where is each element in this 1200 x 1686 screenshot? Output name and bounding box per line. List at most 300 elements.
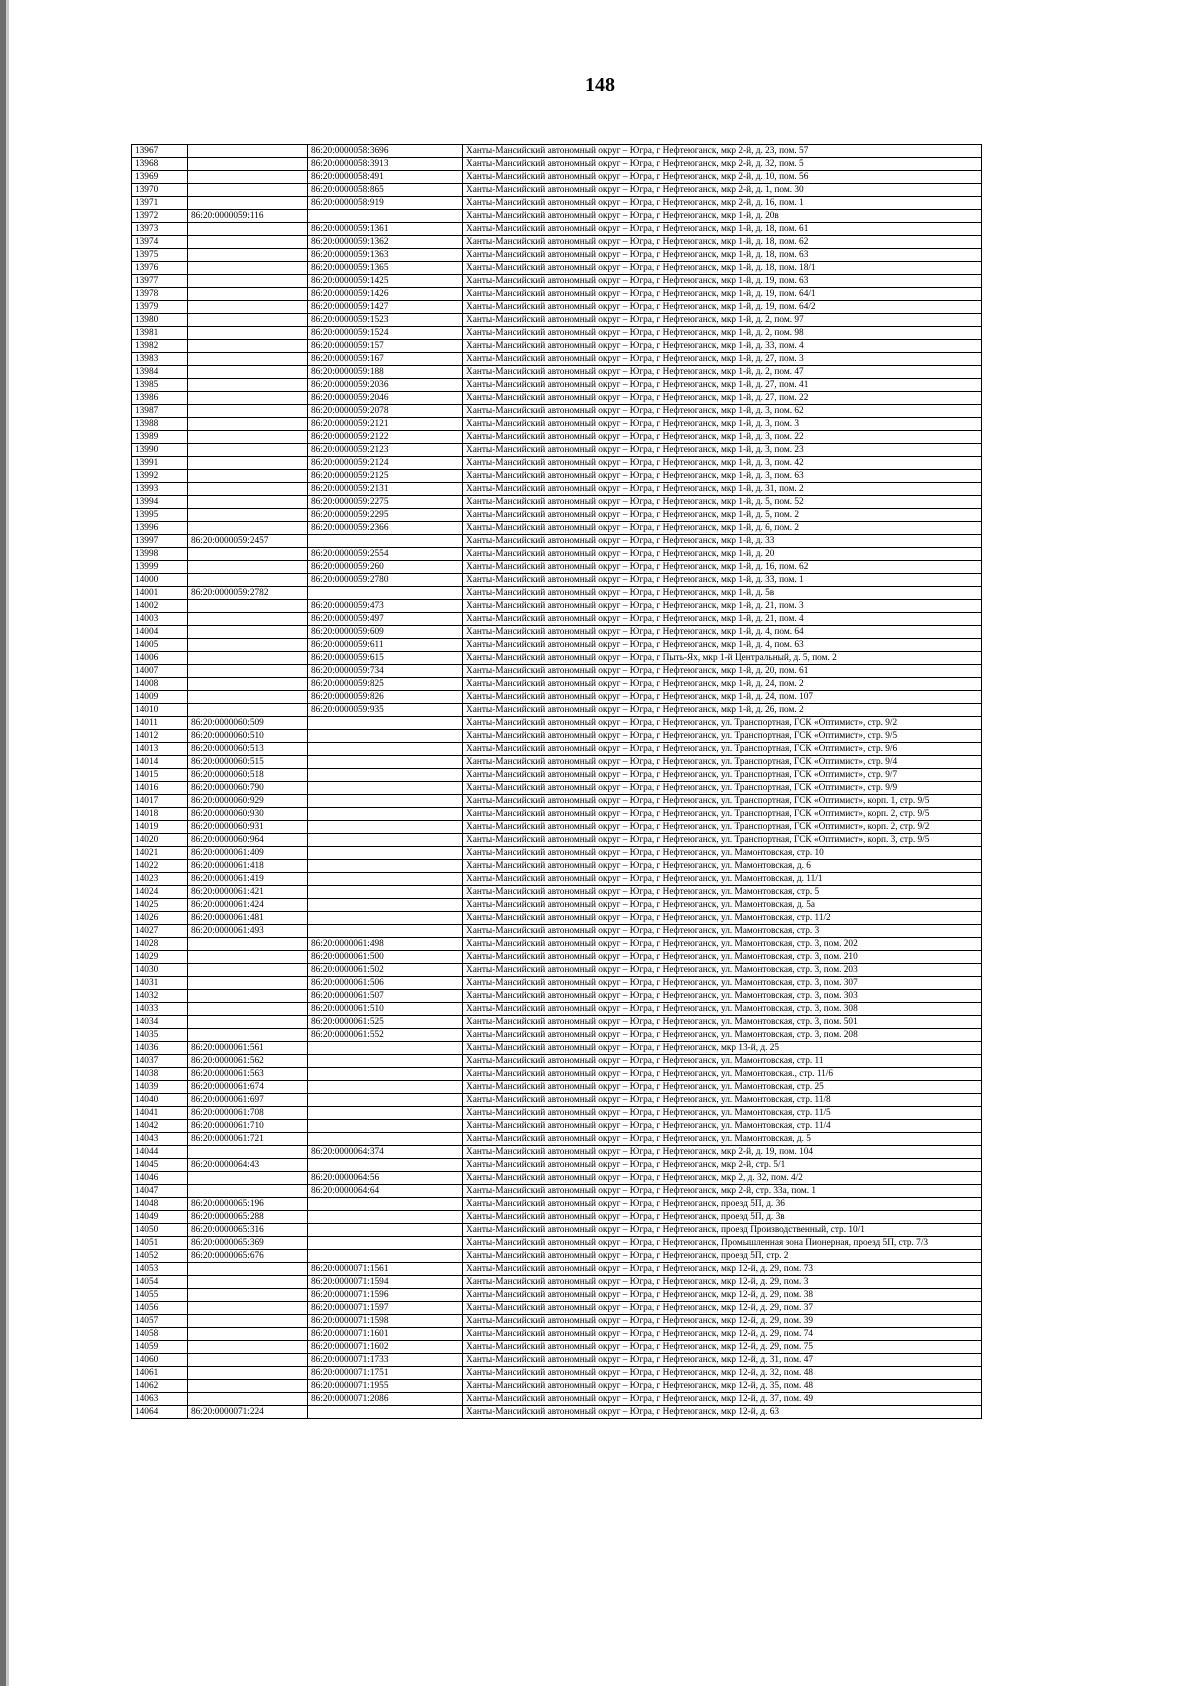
row-number-cell: 14025	[132, 899, 188, 912]
address-cell: Ханты-Мансийский автономный округ – Югра, г Нефтеюганск, мкр 12-й, д. 29, пом. 3	[463, 1276, 982, 1289]
parent-cadastral-number-cell	[188, 600, 308, 613]
address-cell: Ханты-Мансийский автономный округ – Югра, г Нефтеюганск, ул. Мамонтовская, стр. 11/4	[463, 1120, 982, 1133]
address-cell: Ханты-Мансийский автономный округ – Югра, г Нефтеюганск, мкр 1-й, д. 18, пом. 18/1	[463, 262, 982, 275]
row-number-cell: 13995	[132, 509, 188, 522]
table-row	[132, 275, 982, 288]
cadastral-number-cell: 86:20:0000059:825	[308, 678, 463, 691]
table-row	[132, 1393, 982, 1406]
row-number-cell: 14012	[132, 730, 188, 743]
parent-cadastral-number-cell: 86:20:0000060:929	[188, 795, 308, 808]
cadastral-number-cell: 86:20:0000059:167	[308, 353, 463, 366]
row-number-cell: 13972	[132, 210, 188, 223]
table-row	[132, 1042, 982, 1055]
table-row	[132, 717, 982, 730]
table-row	[132, 951, 982, 964]
table-row	[132, 1406, 982, 1419]
table-row	[132, 873, 982, 886]
cadastral-number-cell: 86:20:0000064:64	[308, 1185, 463, 1198]
address-cell: Ханты-Мансийский автономный округ – Югра, г Нефтеюганск, мкр 12-й, д. 29, пом. 37	[463, 1302, 982, 1315]
cadastral-number-cell	[308, 1133, 463, 1146]
table-row	[132, 1081, 982, 1094]
row-number-cell: 13971	[132, 197, 188, 210]
row-number-cell: 14050	[132, 1224, 188, 1237]
row-number-cell: 14036	[132, 1042, 188, 1055]
table-row	[132, 353, 982, 366]
cadastral-number-cell: 86:20:0000061:552	[308, 1029, 463, 1042]
cadastral-number-cell: 86:20:0000058:491	[308, 171, 463, 184]
address-cell: Ханты-Мансийский автономный округ – Югра, г Нефтеюганск, мкр 1-й, д. 19, пом. 63	[463, 275, 982, 288]
parent-cadastral-number-cell	[188, 1263, 308, 1276]
address-cell: Ханты-Мансийский автономный округ – Югра, г Нефтеюганск, ул. Транспортная, ГСК «Оптимист», стр. 9/2	[463, 717, 982, 730]
cadastral-number-cell: 86:20:0000059:2366	[308, 522, 463, 535]
address-cell: Ханты-Мансийский автономный округ – Югра, г Нефтеюганск, мкр 1-й, д. 2, пом. 97	[463, 314, 982, 327]
row-number-cell: 14004	[132, 626, 188, 639]
address-cell: Ханты-Мансийский автономный округ – Югра, г Нефтеюганск, ул. Мамонтовская., стр. 11/6	[463, 1068, 982, 1081]
row-number-cell: 13996	[132, 522, 188, 535]
cadastral-number-cell: 86:20:0000059:497	[308, 613, 463, 626]
row-number-cell: 14064	[132, 1406, 188, 1419]
cadastral-number-cell: 86:20:0000059:1524	[308, 327, 463, 340]
row-number-cell: 14020	[132, 834, 188, 847]
cadastral-number-cell: 86:20:0000059:2780	[308, 574, 463, 587]
address-cell: Ханты-Мансийский автономный округ – Югра, г Нефтеюганск, мкр 1-й, д. 18, пом. 61	[463, 223, 982, 236]
table-row	[132, 834, 982, 847]
cadastral-number-cell	[308, 899, 463, 912]
parent-cadastral-number-cell: 86:20:0000061:481	[188, 912, 308, 925]
address-cell: Ханты-Мансийский автономный округ – Югра, г Нефтеюганск, мкр 1-й, д. 27, пом. 3	[463, 353, 982, 366]
cadastral-number-cell: 86:20:0000059:2123	[308, 444, 463, 457]
table-row	[132, 808, 982, 821]
table-row	[132, 1172, 982, 1185]
address-cell: Ханты-Мансийский автономный округ – Югра, г Нефтеюганск, мкр 1-й, д. 4, пом. 63	[463, 639, 982, 652]
row-number-cell: 14041	[132, 1107, 188, 1120]
address-cell: Ханты-Мансийский автономный округ – Югра, г Пыть-Ях, мкр 1-й Центральный, д. 5, пом. 2	[463, 652, 982, 665]
row-number-cell: 14005	[132, 639, 188, 652]
row-number-cell: 14031	[132, 977, 188, 990]
cadastral-number-cell: 86:20:0000059:611	[308, 639, 463, 652]
scan-border-shadow	[6, 0, 9, 1686]
address-cell: Ханты-Мансийский автономный округ – Югра, г Нефтеюганск, мкр 12-й, д. 63	[463, 1406, 982, 1419]
parent-cadastral-number-cell	[188, 1328, 308, 1341]
address-cell: Ханты-Мансийский автономный округ – Югра, г Нефтеюганск, ул. Транспортная, ГСК «Оптимист», стр. 9/7	[463, 769, 982, 782]
address-cell: Ханты-Мансийский автономный округ – Югра, г Нефтеюганск, ул. Транспортная, ГСК «Оптимист», корп. 2, стр. 9/2	[463, 821, 982, 834]
table-row	[132, 1224, 982, 1237]
address-cell: Ханты-Мансийский автономный округ – Югра, г Нефтеюганск, мкр 1-й, д. 3, пом. 62	[463, 405, 982, 418]
address-cell: Ханты-Мансийский автономный округ – Югра, г Нефтеюганск, мкр 12-й, д. 29, пом. 39	[463, 1315, 982, 1328]
row-number-cell: 13969	[132, 171, 188, 184]
table-row	[132, 1367, 982, 1380]
row-number-cell: 13974	[132, 236, 188, 249]
cadastral-number-cell: 86:20:0000059:2121	[308, 418, 463, 431]
cadastral-number-cell	[308, 1068, 463, 1081]
table-row	[132, 1289, 982, 1302]
cadastral-number-cell	[308, 847, 463, 860]
cadastral-number-cell: 86:20:0000059:1362	[308, 236, 463, 249]
table-row	[132, 457, 982, 470]
row-number-cell: 13976	[132, 262, 188, 275]
table-row	[132, 249, 982, 262]
parent-cadastral-number-cell	[188, 405, 308, 418]
cadastral-number-cell	[308, 730, 463, 743]
cadastral-number-cell: 86:20:0000059:734	[308, 665, 463, 678]
table-row	[132, 1198, 982, 1211]
cadastral-number-cell: 86:20:0000071:2086	[308, 1393, 463, 1406]
cadastral-number-cell	[308, 1081, 463, 1094]
table-row	[132, 1276, 982, 1289]
table-row	[132, 847, 982, 860]
cadastral-number-cell	[308, 1211, 463, 1224]
table-row	[132, 418, 982, 431]
parent-cadastral-number-cell	[188, 470, 308, 483]
address-cell: Ханты-Мансийский автономный округ – Югра, г Нефтеюганск, мкр 1-й, д. 18, пом. 63	[463, 249, 982, 262]
table-row	[132, 1120, 982, 1133]
cadastral-number-cell: 86:20:0000064:374	[308, 1146, 463, 1159]
cadastral-number-cell	[308, 769, 463, 782]
cadastral-number-cell: 86:20:0000059:260	[308, 561, 463, 574]
row-number-cell: 13975	[132, 249, 188, 262]
cadastral-number-cell: 86:20:0000059:615	[308, 652, 463, 665]
cadastral-number-cell: 86:20:0000071:1955	[308, 1380, 463, 1393]
table-row	[132, 964, 982, 977]
table-row	[132, 743, 982, 756]
cadastral-number-cell: 86:20:0000059:2124	[308, 457, 463, 470]
cadastral-number-cell	[308, 1237, 463, 1250]
table-row	[132, 340, 982, 353]
parent-cadastral-number-cell: 86:20:0000061:697	[188, 1094, 308, 1107]
parent-cadastral-number-cell	[188, 444, 308, 457]
row-number-cell: 14000	[132, 574, 188, 587]
register-table	[131, 144, 982, 1419]
address-cell: Ханты-Мансийский автономный округ – Югра, г Нефтеюганск, мкр 1-й, д. 16, пом. 62	[463, 561, 982, 574]
address-cell: Ханты-Мансийский автономный округ – Югра, г Нефтеюганск, ул. Транспортная, ГСК «Оптимист», корп. 3, стр. 9/5	[463, 834, 982, 847]
cadastral-number-cell	[308, 795, 463, 808]
row-number-cell: 14007	[132, 665, 188, 678]
cadastral-number-cell: 86:20:0000058:3696	[308, 145, 463, 158]
table-row	[132, 1094, 982, 1107]
address-cell: Ханты-Мансийский автономный округ – Югра, г Нефтеюганск, ул. Мамонтовская, стр. 11/8	[463, 1094, 982, 1107]
address-cell: Ханты-Мансийский автономный округ – Югра, г Нефтеюганск, мкр 1-й, д. 3, пом. 63	[463, 470, 982, 483]
address-cell: Ханты-Мансийский автономный округ – Югра, г Нефтеюганск, ул. Мамонтовская, д. 5	[463, 1133, 982, 1146]
row-number-cell: 14028	[132, 938, 188, 951]
parent-cadastral-number-cell: 86:20:0000060:518	[188, 769, 308, 782]
address-cell: Ханты-Мансийский автономный округ – Югра, г Нефтеюганск, мкр 1-й, д. 20, пом. 61	[463, 665, 982, 678]
cadastral-number-cell	[308, 210, 463, 223]
address-cell: Ханты-Мансийский автономный округ – Югра, г Нефтеюганск, ул. Мамонтовская, стр. 5	[463, 886, 982, 899]
cadastral-number-cell: 86:20:0000061:510	[308, 1003, 463, 1016]
cadastral-number-cell	[308, 1107, 463, 1120]
row-number-cell: 13980	[132, 314, 188, 327]
parent-cadastral-number-cell	[188, 951, 308, 964]
cadastral-number-cell: 86:20:0000071:1596	[308, 1289, 463, 1302]
parent-cadastral-number-cell: 86:20:0000061:563	[188, 1068, 308, 1081]
row-number-cell: 14017	[132, 795, 188, 808]
row-number-cell: 13997	[132, 535, 188, 548]
table-row	[132, 405, 982, 418]
address-cell: Ханты-Мансийский автономный округ – Югра, г Нефтеюганск, мкр 1-й, д. 33, пом. 1	[463, 574, 982, 587]
cadastral-number-cell	[308, 1198, 463, 1211]
address-cell: Ханты-Мансийский автономный округ – Югра, г Нефтеюганск, мкр 1-й, д. 26, пом. 2	[463, 704, 982, 717]
table-row	[132, 210, 982, 223]
parent-cadastral-number-cell	[188, 574, 308, 587]
address-cell: Ханты-Мансийский автономный округ – Югра, г Нефтеюганск, ул. Мамонтовская, д. 6	[463, 860, 982, 873]
cadastral-number-cell: 86:20:0000071:1594	[308, 1276, 463, 1289]
parent-cadastral-number-cell	[188, 1367, 308, 1380]
cadastral-number-cell: 86:20:0000071:1601	[308, 1328, 463, 1341]
parent-cadastral-number-cell: 86:20:0000060:790	[188, 782, 308, 795]
table-row	[132, 1263, 982, 1276]
table-row	[132, 925, 982, 938]
cadastral-number-cell	[308, 717, 463, 730]
parent-cadastral-number-cell: 86:20:0000061:421	[188, 886, 308, 899]
cadastral-number-cell: 86:20:0000059:2275	[308, 496, 463, 509]
parent-cadastral-number-cell	[188, 301, 308, 314]
address-cell: Ханты-Мансийский автономный округ – Югра, г Нефтеюганск, мкр 2, д. 32, пом. 4/2	[463, 1172, 982, 1185]
address-cell: Ханты-Мансийский автономный округ – Югра, г Нефтеюганск, ул. Мамонтовская, стр. 11/2	[463, 912, 982, 925]
parent-cadastral-number-cell	[188, 197, 308, 210]
parent-cadastral-number-cell	[188, 236, 308, 249]
parent-cadastral-number-cell: 86:20:0000059:116	[188, 210, 308, 223]
parent-cadastral-number-cell	[188, 1341, 308, 1354]
parent-cadastral-number-cell: 86:20:0000060:930	[188, 808, 308, 821]
table-row	[132, 613, 982, 626]
parent-cadastral-number-cell: 86:20:0000061:674	[188, 1081, 308, 1094]
address-cell: Ханты-Мансийский автономный округ – Югра, г Нефтеюганск, мкр 1-й, д. 21, пом. 4	[463, 613, 982, 626]
parent-cadastral-number-cell	[188, 613, 308, 626]
row-number-cell: 14059	[132, 1341, 188, 1354]
parent-cadastral-number-cell	[188, 249, 308, 262]
cadastral-number-cell	[308, 1094, 463, 1107]
parent-cadastral-number-cell	[188, 938, 308, 951]
address-cell: Ханты-Мансийский автономный округ – Югра, г Нефтеюганск, мкр 2-й, д. 10, пом. 56	[463, 171, 982, 184]
parent-cadastral-number-cell	[188, 431, 308, 444]
parent-cadastral-number-cell	[188, 1276, 308, 1289]
address-cell: Ханты-Мансийский автономный округ – Югра, г Нефтеюганск, ул. Мамонтовская, д. 5а	[463, 899, 982, 912]
row-number-cell: 14006	[132, 652, 188, 665]
cadastral-number-cell: 86:20:0000071:1598	[308, 1315, 463, 1328]
parent-cadastral-number-cell: 86:20:0000060:510	[188, 730, 308, 743]
parent-cadastral-number-cell: 86:20:0000060:513	[188, 743, 308, 756]
row-number-cell: 13968	[132, 158, 188, 171]
parent-cadastral-number-cell: 86:20:0000065:676	[188, 1250, 308, 1263]
parent-cadastral-number-cell: 86:20:0000065:316	[188, 1224, 308, 1237]
address-cell: Ханты-Мансийский автономный округ – Югра, г Нефтеюганск, ул. Мамонтовская, стр. 3, пом. 308	[463, 1003, 982, 1016]
parent-cadastral-number-cell: 86:20:0000065:288	[188, 1211, 308, 1224]
row-number-cell: 14045	[132, 1159, 188, 1172]
address-cell: Ханты-Мансийский автономный округ – Югра, г Нефтеюганск, мкр 1-й, д. 20	[463, 548, 982, 561]
row-number-cell: 14015	[132, 769, 188, 782]
address-cell: Ханты-Мансийский автономный округ – Югра, г Нефтеюганск, мкр 2-й, д. 32, пом. 5	[463, 158, 982, 171]
row-number-cell: 14055	[132, 1289, 188, 1302]
cadastral-number-cell: 86:20:0000059:1427	[308, 301, 463, 314]
table-row	[132, 1302, 982, 1315]
cadastral-number-cell: 86:20:0000059:473	[308, 600, 463, 613]
table-row	[132, 1237, 982, 1250]
address-cell: Ханты-Мансийский автономный округ – Югра, г Нефтеюганск, мкр 12-й, д. 32, пом. 48	[463, 1367, 982, 1380]
row-number-cell: 13992	[132, 470, 188, 483]
address-cell: Ханты-Мансийский автономный округ – Югра, г Нефтеюганск, мкр 12-й, д. 29, пом. 75	[463, 1341, 982, 1354]
row-number-cell: 14058	[132, 1328, 188, 1341]
cadastral-number-cell	[308, 1224, 463, 1237]
table-row	[132, 470, 982, 483]
address-cell: Ханты-Мансийский автономный округ – Югра, г Нефтеюганск, мкр 1-й, д. 6, пом. 2	[463, 522, 982, 535]
parent-cadastral-number-cell	[188, 483, 308, 496]
parent-cadastral-number-cell: 86:20:0000061:710	[188, 1120, 308, 1133]
parent-cadastral-number-cell	[188, 171, 308, 184]
table-row	[132, 678, 982, 691]
parent-cadastral-number-cell	[188, 145, 308, 158]
cadastral-number-cell: 86:20:0000071:1751	[308, 1367, 463, 1380]
cadastral-number-cell: 86:20:0000059:2554	[308, 548, 463, 561]
address-cell: Ханты-Мансийский автономный округ – Югра, г Нефтеюганск, мкр 1-й, д. 31, пом. 2	[463, 483, 982, 496]
table-row	[132, 730, 982, 743]
address-cell: Ханты-Мансийский автономный округ – Югра, г Нефтеюганск, ул. Транспортная, ГСК «Оптимист», стр. 9/9	[463, 782, 982, 795]
address-cell: Ханты-Мансийский автономный округ – Югра, г Нефтеюганск, мкр 12-й, д. 29, пом. 73	[463, 1263, 982, 1276]
table-row	[132, 366, 982, 379]
address-cell: Ханты-Мансийский автономный округ – Югра, г Нефтеюганск, мкр 1-й, д. 4, пом. 64	[463, 626, 982, 639]
parent-cadastral-number-cell	[188, 691, 308, 704]
cadastral-number-cell: 86:20:0000071:1602	[308, 1341, 463, 1354]
row-number-cell: 14037	[132, 1055, 188, 1068]
table-row	[132, 223, 982, 236]
cadastral-number-cell	[308, 1250, 463, 1263]
row-number-cell: 14044	[132, 1146, 188, 1159]
parent-cadastral-number-cell	[188, 1380, 308, 1393]
address-cell: Ханты-Мансийский автономный округ – Югра, г Нефтеюганск, мкр 12-й, д. 37, пом. 49	[463, 1393, 982, 1406]
parent-cadastral-number-cell: 86:20:0000060:509	[188, 717, 308, 730]
table-row	[132, 574, 982, 587]
address-cell: Ханты-Мансийский автономный округ – Югра, г Нефтеюганск, мкр 12-й, д. 29, пом. 38	[463, 1289, 982, 1302]
address-cell: Ханты-Мансийский автономный округ – Югра, г Нефтеюганск, мкр 1-й, д. 3, пом. 3	[463, 418, 982, 431]
cadastral-number-cell: 86:20:0000059:2125	[308, 470, 463, 483]
table-row	[132, 327, 982, 340]
address-cell: Ханты-Мансийский автономный округ – Югра, г Нефтеюганск, ул. Мамонтовская, стр. 3	[463, 925, 982, 938]
address-cell: Ханты-Мансийский автономный округ – Югра, г Нефтеюганск, мкр 1-й, д. 24, пом. 107	[463, 691, 982, 704]
parent-cadastral-number-cell	[188, 262, 308, 275]
table-row	[132, 704, 982, 717]
row-number-cell: 14040	[132, 1094, 188, 1107]
row-number-cell: 14009	[132, 691, 188, 704]
table-row	[132, 535, 982, 548]
address-cell: Ханты-Мансийский автономный округ – Югра, г Нефтеюганск, ул. Транспортная, ГСК «Оптимист», корп. 2, стр. 9/5	[463, 808, 982, 821]
cadastral-number-cell: 86:20:0000059:935	[308, 704, 463, 717]
address-cell: Ханты-Мансийский автономный округ – Югра, г Нефтеюганск, мкр 2-й, д. 1, пом. 30	[463, 184, 982, 197]
table-row	[132, 561, 982, 574]
row-number-cell: 14043	[132, 1133, 188, 1146]
parent-cadastral-number-cell	[188, 457, 308, 470]
parent-cadastral-number-cell: 86:20:0000060:931	[188, 821, 308, 834]
table-row	[132, 977, 982, 990]
row-number-cell: 14027	[132, 925, 188, 938]
address-cell: Ханты-Мансийский автономный округ – Югра, г Нефтеюганск, мкр 1-й, д. 21, пом. 3	[463, 600, 982, 613]
row-number-cell: 13982	[132, 340, 188, 353]
row-number-cell: 14016	[132, 782, 188, 795]
address-cell: Ханты-Мансийский автономный округ – Югра, г Нефтеюганск, ул. Мамонтовская, стр. 3, пом. 210	[463, 951, 982, 964]
cadastral-number-cell	[308, 912, 463, 925]
parent-cadastral-number-cell	[188, 639, 308, 652]
table-row	[132, 782, 982, 795]
table-row	[132, 1016, 982, 1029]
parent-cadastral-number-cell: 86:20:0000061:424	[188, 899, 308, 912]
cadastral-number-cell	[308, 1120, 463, 1133]
table-row	[132, 1003, 982, 1016]
row-number-cell: 13990	[132, 444, 188, 457]
cadastral-number-cell: 86:20:0000059:2046	[308, 392, 463, 405]
address-cell: Ханты-Мансийский автономный округ – Югра, г Нефтеюганск, мкр 2-й, стр. 33а, пом. 1	[463, 1185, 982, 1198]
cadastral-number-cell	[308, 886, 463, 899]
parent-cadastral-number-cell	[188, 964, 308, 977]
table-row	[132, 626, 982, 639]
address-cell: Ханты-Мансийский автономный округ – Югра, г Нефтеюганск, ул. Мамонтовская, стр. 3, пом. 307	[463, 977, 982, 990]
parent-cadastral-number-cell	[188, 158, 308, 171]
parent-cadastral-number-cell	[188, 327, 308, 340]
cadastral-number-cell	[308, 535, 463, 548]
parent-cadastral-number-cell	[188, 223, 308, 236]
table-row	[132, 1328, 982, 1341]
row-number-cell: 14018	[132, 808, 188, 821]
parent-cadastral-number-cell	[188, 379, 308, 392]
row-number-cell: 13987	[132, 405, 188, 418]
parent-cadastral-number-cell	[188, 1185, 308, 1198]
cadastral-number-cell: 86:20:0000059:2036	[308, 379, 463, 392]
table-row	[132, 496, 982, 509]
row-number-cell: 14019	[132, 821, 188, 834]
address-cell: Ханты-Мансийский автономный округ – Югра, г Нефтеюганск, ул. Транспортная, ГСК «Оптимист», корп. 1, стр. 9/5	[463, 795, 982, 808]
cadastral-number-cell: 86:20:0000059:1363	[308, 249, 463, 262]
parent-cadastral-number-cell: 86:20:0000061:419	[188, 873, 308, 886]
parent-cadastral-number-cell: 86:20:0000071:224	[188, 1406, 308, 1419]
parent-cadastral-number-cell	[188, 652, 308, 665]
table-row	[132, 1211, 982, 1224]
address-cell: Ханты-Мансийский автономный округ – Югра, г Нефтеюганск, мкр 1-й, д. 33, пом. 4	[463, 340, 982, 353]
address-cell: Ханты-Мансийский автономный округ – Югра, г Нефтеюганск, ул. Мамонтовская, стр. 25	[463, 1081, 982, 1094]
table-row	[132, 938, 982, 951]
table-row	[132, 821, 982, 834]
table-row	[132, 1107, 982, 1120]
address-cell: Ханты-Мансийский автономный округ – Югра, г Нефтеюганск, мкр 2-й, д. 23, пом. 57	[463, 145, 982, 158]
parent-cadastral-number-cell: 86:20:0000061:721	[188, 1133, 308, 1146]
parent-cadastral-number-cell: 86:20:0000061:708	[188, 1107, 308, 1120]
parent-cadastral-number-cell: 86:20:0000060:964	[188, 834, 308, 847]
row-number-cell: 14063	[132, 1393, 188, 1406]
address-cell: Ханты-Мансийский автономный округ – Югра, г Нефтеюганск, мкр 1-й, д. 3, пом. 22	[463, 431, 982, 444]
table-row	[132, 1341, 982, 1354]
cadastral-number-cell	[308, 834, 463, 847]
parent-cadastral-number-cell	[188, 977, 308, 990]
row-number-cell: 13979	[132, 301, 188, 314]
row-number-cell: 14049	[132, 1211, 188, 1224]
table-row	[132, 314, 982, 327]
address-cell: Ханты-Мансийский автономный округ – Югра, г Нефтеюганск, проезд 5П, д. 3в	[463, 1211, 982, 1224]
address-cell: Ханты-Мансийский автономный округ – Югра, г Нефтеюганск, мкр 2-й, д. 16, пом. 1	[463, 197, 982, 210]
row-number-cell: 14026	[132, 912, 188, 925]
table-row	[132, 899, 982, 912]
parent-cadastral-number-cell	[188, 314, 308, 327]
address-cell: Ханты-Мансийский автономный округ – Югра, г Нефтеюганск, проезд 5П, д. 36	[463, 1198, 982, 1211]
row-number-cell: 14002	[132, 600, 188, 613]
address-cell: Ханты-Мансийский автономный округ – Югра, г Нефтеюганск, ул. Мамонтовская, стр. 3, пом. 203	[463, 964, 982, 977]
address-cell: Ханты-Мансийский автономный округ – Югра, г Нефтеюганск, ул. Мамонтовская, стр. 3, пом. 303	[463, 990, 982, 1003]
cadastral-number-cell	[308, 756, 463, 769]
row-number-cell: 13970	[132, 184, 188, 197]
parent-cadastral-number-cell: 86:20:0000061:561	[188, 1042, 308, 1055]
address-cell: Ханты-Мансийский автономный округ – Югра, г Нефтеюганск, проезд 5П, стр. 2	[463, 1250, 982, 1263]
row-number-cell: 14048	[132, 1198, 188, 1211]
row-number-cell: 14060	[132, 1354, 188, 1367]
address-cell: Ханты-Мансийский автономный округ – Югра, г Нефтеюганск, ул. Транспортная, ГСК «Оптимист», стр. 9/6	[463, 743, 982, 756]
parent-cadastral-number-cell: 86:20:0000065:196	[188, 1198, 308, 1211]
row-number-cell: 13984	[132, 366, 188, 379]
address-cell: Ханты-Мансийский автономный округ – Югра, г Нефтеюганск, мкр 1-й, д. 5, пом. 52	[463, 496, 982, 509]
